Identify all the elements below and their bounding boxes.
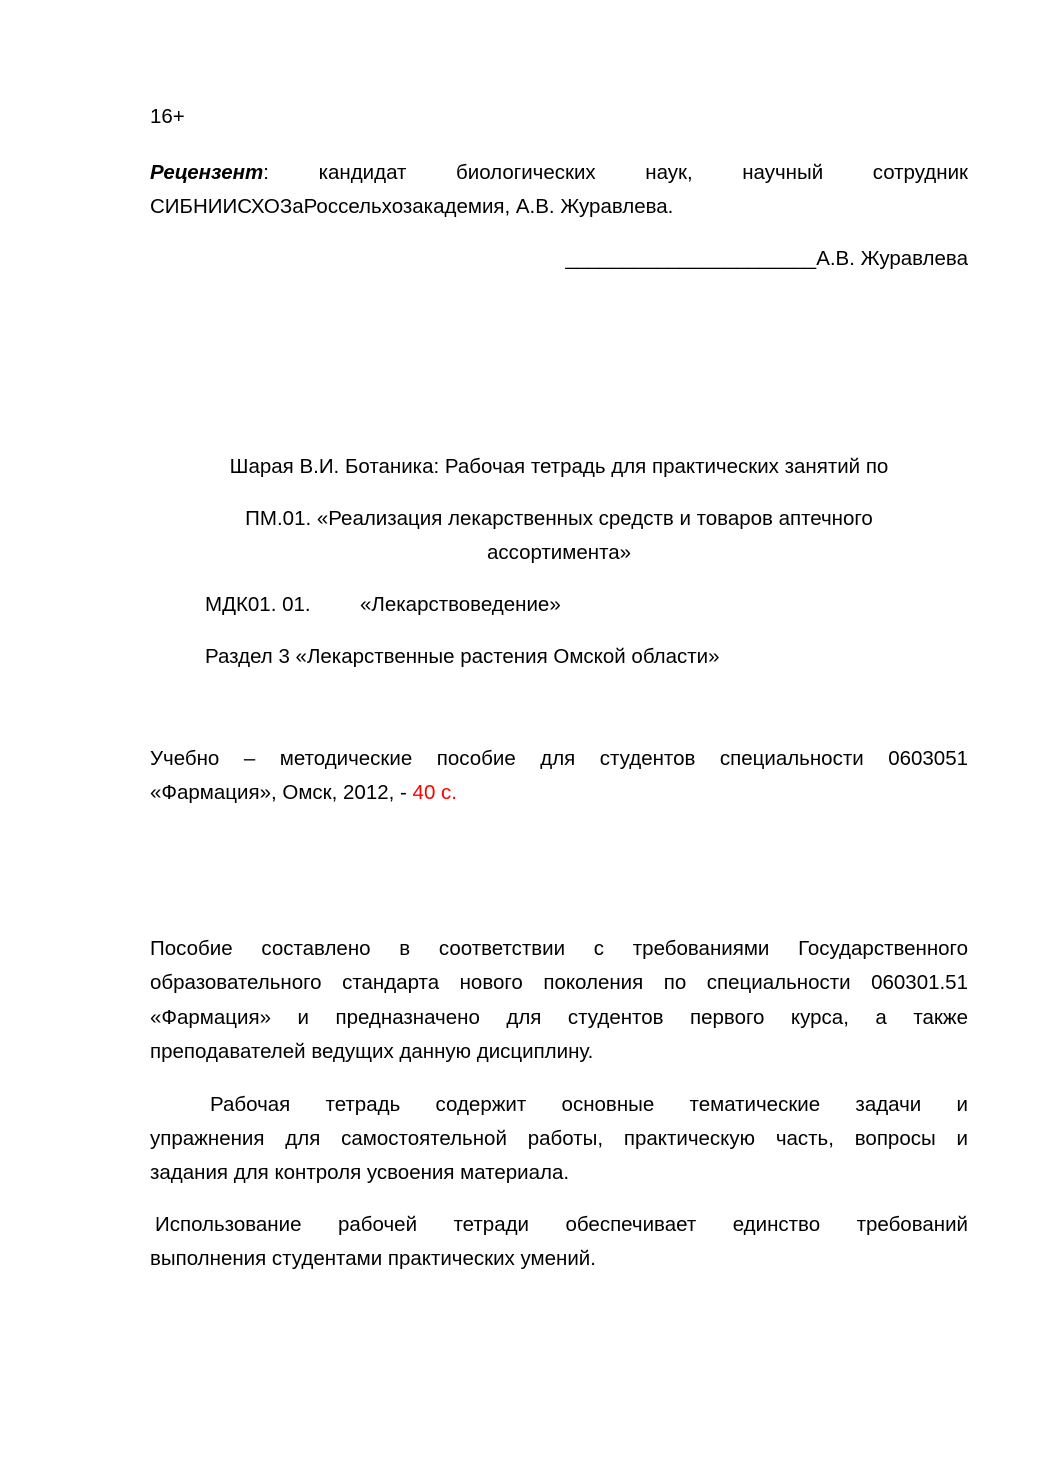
para1-line-4: преподавателей ведущих данную дисциплину. xyxy=(150,1040,594,1063)
para1-line-1: Пособие составлено в соответствии с требованиями Государственного xyxy=(150,937,968,960)
para2-line-2: упражнения для самостоятельной работы, практическую часть, вопросы и xyxy=(150,1127,968,1150)
mdk-code: МДК01. 01. xyxy=(205,593,311,616)
reviewer-signature xyxy=(150,242,968,276)
age-rating: 16+ xyxy=(150,105,185,128)
reviewer-line-2: СИБНИИСХОЗаРоссельхозакадемия, А.В. Журавлева. xyxy=(150,195,674,218)
reviewer-title: кандидат биологических наук, научный сотрудник xyxy=(318,161,969,184)
para3-line-1: Использование рабочей тетради обеспечивает единство требований xyxy=(155,1213,968,1236)
signature-name: А.В. Журавлева xyxy=(816,247,968,270)
para2-line-1: Рабочая тетрадь содержит основные тематические задачи и xyxy=(210,1093,968,1116)
para1-line-2: образовательного стандарта нового поколения по специальности 060301.51 xyxy=(150,971,968,994)
signature-line: ______________________ xyxy=(565,247,817,270)
title-line-2: ПМ.01. «Реализация лекарственных средств и товаров аптечного xyxy=(245,507,873,530)
edition-line-1: Учебно – методические пособие для студентов специальности 0603051 xyxy=(150,747,968,770)
title-line-3: ассортимента» xyxy=(486,541,632,564)
page-count: 40 с. xyxy=(412,781,457,804)
mdk-name: «Лекарствоведение» xyxy=(360,593,561,616)
title-line-1: Шарая В.И. Ботаника: Рабочая тетрадь для практических занятий по xyxy=(229,455,889,478)
reviewer-label: Рецензент xyxy=(150,161,264,184)
edition-city-year: «Фармация», Омск, 2012, - xyxy=(150,781,413,804)
para3-line-2: выполнения студентами практических умений. xyxy=(150,1247,596,1270)
section-title: Раздел 3 «Лекарственные растения Омской области» xyxy=(205,645,720,668)
para2-line-3: задания для контроля усвоения материала. xyxy=(150,1161,570,1184)
reviewer-line-1 xyxy=(150,156,968,190)
edition-line-2 xyxy=(150,776,968,810)
reviewer-colon: : xyxy=(263,161,269,184)
para1-line-3: «Фармация» и предназначено для студентов первого курса, а также xyxy=(150,1006,968,1029)
